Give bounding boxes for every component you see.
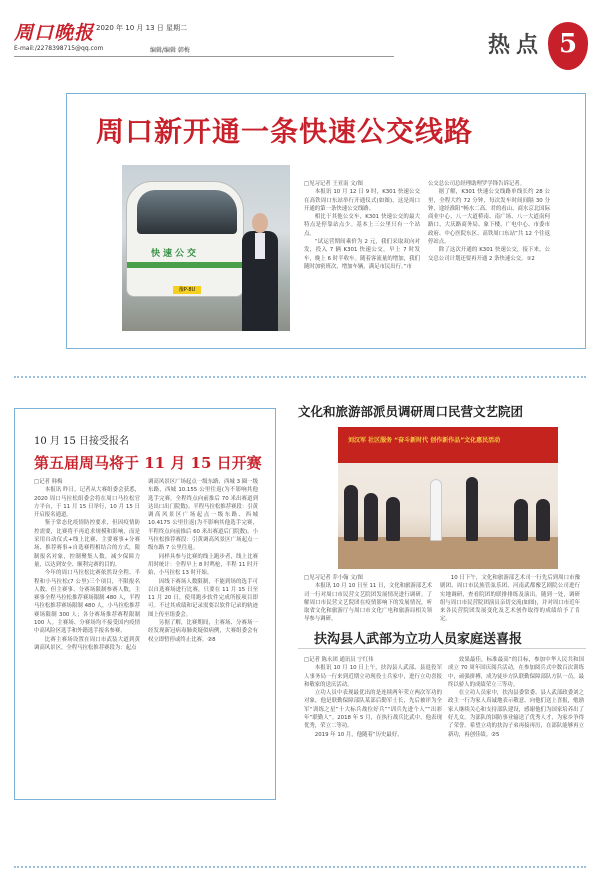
stage-floor (338, 537, 558, 569)
bus-story-byline: □见习记者 王亚南 文/图 (304, 181, 363, 187)
audience-figure (514, 499, 528, 541)
armed-column-2 (448, 656, 584, 856)
stage-banner (338, 427, 558, 463)
armed-story-headline: 扶沟县人武部为立功人员家庭送喜报 (314, 632, 523, 647)
troupe-performance-photo (338, 427, 558, 569)
paragraph: 据了解，K301 快速公交线路单线长约 28 公里，全程大约 72 分钟，每次发车时间间隔 30 分钟，途经淮阳“畅水二高、君的看山、商水京北国际商业中心、八一大道桥南、南广场、八一大道南何路口、大庆路商务局、象下楼、广电中心、市委市政府、中心医院东区、高铁周口东站”共 12 个往返停站点。 (428, 189, 550, 246)
headline-rule (298, 648, 586, 649)
paragraph: 鉴于常态化疫情防控要求，但因疫情防控需要，比赛将不再追求规模和影响，而是采用自动仪式+线上比赛、主要赛事+分赛场、推荐赛事+自选赛程相结合的方式，限制报名对象，控制聚集人数，减少保障力量，以达到安全、顺利完赛的目的。 (34, 520, 140, 568)
performer-figure (466, 477, 478, 541)
bus-stripe (127, 262, 245, 268)
paragraph: 本报讯 10 月 10 日上午，扶沟县人武部、县退役军人事务局一行来到近期立功现役士兵家中，进行立功喜报和敬家的送庆活动。 (304, 665, 442, 688)
musician-figure (364, 493, 378, 541)
paragraph: 因线下赛场人数限制，不能到场的选手可以自选赛场进行比赛，只要在 11 月 15 日至 11 月 20 日，使用跑步软件完成所报项目即可。不过其成绩和记录需要以软件记录的轨迹图上传至组委会。 (148, 578, 258, 618)
official-figure (240, 213, 280, 331)
masthead-divider (14, 56, 394, 57)
armed-byline: □记者 陈永团 通讯员 宁红伟 (304, 657, 374, 663)
paragraph: 调高风景区广场起点一级东路、西城 3 圈一级东路，西城 10.155 公里往返(为不影响其他选手完赛，全程终点向前推后 70 米出赛道到达出口出门院数)。半程马拉松推荐赛段：引黄调高风景区广场起点一级东路、西城 10.4175 公里往返(为不影响其他选手完赛，半程终点向前推后 60 米出赛道后门院数)。小马拉松推荐赛段：引黄调高风景区广场起点一级东路 7 公里往返。 (148, 479, 258, 552)
bus-story-headline: 周口新开通一条快速公交线路 (96, 115, 474, 148)
culture-byline: □见习记者 乔小翰 文/图 (304, 575, 363, 581)
musician-figure (386, 497, 400, 541)
newspaper-logo: 周口晚报 (14, 22, 95, 44)
paragraph: 比赛主赛场设置在周口市武装大道到黄调高风景区，全程马拉松推荐赛段为：起点 (34, 636, 140, 651)
editor-credit: 编辑/编辑 韩梅 (150, 47, 190, 54)
paragraph: 本报讯 10 月 10 日至 11 日，文化和旅游部艺术司一行对周口市民营文艺院团发展情况进行调研。了解周口市民营文艺院团在疫情影响下的发展情况，听取省文化和旅游厅与周口市文化广电和旅游局相关领导参与调研。 (304, 583, 432, 622)
audience-figure (536, 499, 550, 541)
paragraph: 本报讯 昨日，记者从大赛组委会获悉，2020 周口马拉松组委会将在周口马拉松官方平台，于 11 月 15 日举行，10 月 15 日开启报名通道。 (34, 487, 140, 519)
masthead (0, 0, 600, 74)
performer-figure (430, 479, 442, 541)
bus-launch-photo (122, 165, 290, 331)
stage-banner-text: 刘汉军 社区服务 “奋斗新时代 创作新作品”文化惠民活动 (348, 437, 501, 444)
paragraph: 效果最佳，标准最高”的目标，参加中华人民共和国成立 70 周年国庆阅兵活动，在参加阅兵式中数百次训练中，顽强拼搏，成为徒步方队联勤保障部队方队一员。最终以骄人的成绩荣立三等功。 (448, 657, 584, 688)
marathon-headline: 第五届周马将于 11 月 15 日开赛 (34, 454, 262, 472)
bus-windshield (137, 190, 237, 234)
paragraph: 2019 年 10 月，他随着“历史最好。 (314, 731, 403, 738)
paragraph: 公交总公司总经理助理罗学锋告诉记者。 (428, 181, 526, 187)
culture-story-headline: 文化和旅游部派员调研周口民营文艺院团 (298, 404, 524, 419)
paragraph: 10 日下午，文化和旅游部艺术司一行先后到周口市豫剧团、周口市民族管弦乐团、河南武都豫艺剧院公司进行实地调研，查看院团的联排排练及演出。随到一处，调研组与周口市民营院团演员亲切交流(如图)，并对周口市近年来各民营院团发展变化及艺术创作取得的成绩给予了肯定。 (440, 575, 580, 622)
paragraph: “试运营期间乘价为 2 元，我们采取双向对发，投入 7 辆 K301 快速公交，早上 7 时发车，晚上 6 时半收车。随着客流量的增加，我们随时加密班次，增加车辆，满足市民出行。”市 (304, 239, 420, 270)
bus-story-column-1 (304, 180, 420, 330)
paragraph: 今年的周口马拉松比赛依然设全程、半程和小马拉松(7 公里)三个项目，不限报名人数，但主赛事、分赛场限制参赛人数，主赛事全程马拉松推荐赛场限制 480 人，半程马拉松推荐赛场限制 480 人，小马拉松推荐赛场限制 300 人；各分赛场推荐赛程限制 100 人。主赛场、分赛场均不接受国内疫情中高风险区选手和外籍选手报名参赛。 (34, 570, 140, 635)
paragraph: 在立功人员家中，扶沟县委常委、县人武部政委刘之政主一行为家人真诚地表示敬意，向他们送上喜报，勉励家人继续关心和支持部队建设，感谢他们为国家培养出了好儿女。为部队的国防事业输送了优秀人才，为家乡争得了荣誉。希望立功的扶沟子弟再接再厉，在部队能够再立新功，再创佳绩。②5 (448, 690, 584, 738)
culture-column-2 (440, 574, 580, 622)
marathon-byline: □记者 韩梅 (34, 479, 63, 485)
bus-illustration (126, 181, 244, 297)
paragraph: 除了这次开通的 K301 快速公交，接下来，公交总公司计划还要再开通 2 条快速公交。①2 (428, 247, 550, 262)
bus-license-plate: 豫P·8U (173, 286, 201, 294)
paragraph: 另据了解，比赛期间，主赛场、分赛场一经发现新冠病毒肺炎疑似病例，大赛组委会有权立即暂停或终止比赛。②8 (148, 620, 258, 643)
paragraph: 相比于其他公交车，K301 快速公交的最大特点是停靠站点少。基本上三公里只有一个站点。 (304, 214, 420, 237)
marathon-column-2 (148, 478, 258, 786)
section-title: 热点 (488, 32, 545, 58)
armed-column-1 (304, 656, 442, 856)
paragraph: 本报讯 10 月 12 日 9 时，K301 快速公交在高铁周口东站举行开通仪式(如图)，这是周口开通的第一条快速公交线路。 (304, 189, 420, 212)
marathon-column-1 (34, 478, 140, 786)
culture-column-1 (304, 574, 432, 622)
bus-story-column-2 (428, 180, 550, 330)
editor-email: E-mail:/2278398715@qq.com (14, 45, 104, 52)
paragraph: 立功人员中表现最优出的是连续两年荣立两次军功的对象，他是联勤保障部队某部后勤军士长，先后被评为全军“训练之星”十大标兵战位好兵”“训兵先进个人”“出彩年”联勤人”。2018 年 5 月，在执行战兵比武中，他表现优秀，荣立二等功。 (304, 690, 442, 730)
marathon-kicker: 10 月 15 日接受报名 (34, 436, 129, 447)
footer-divider (14, 866, 586, 868)
paragraph: 同样具参与比赛的线上跑步者，线上比赛用时统计：全程早上 8 时鸣枪，半程 11 时开始，小马拉松 13 时开始。 (148, 553, 258, 577)
musician-figure (344, 485, 358, 541)
bus-side-sign: 快速公交 (151, 249, 200, 259)
page-number-badge: 5 (548, 22, 588, 70)
section-divider (14, 376, 586, 378)
issue-date: 2020 年 10 月 13 日 星期二 (96, 24, 187, 32)
